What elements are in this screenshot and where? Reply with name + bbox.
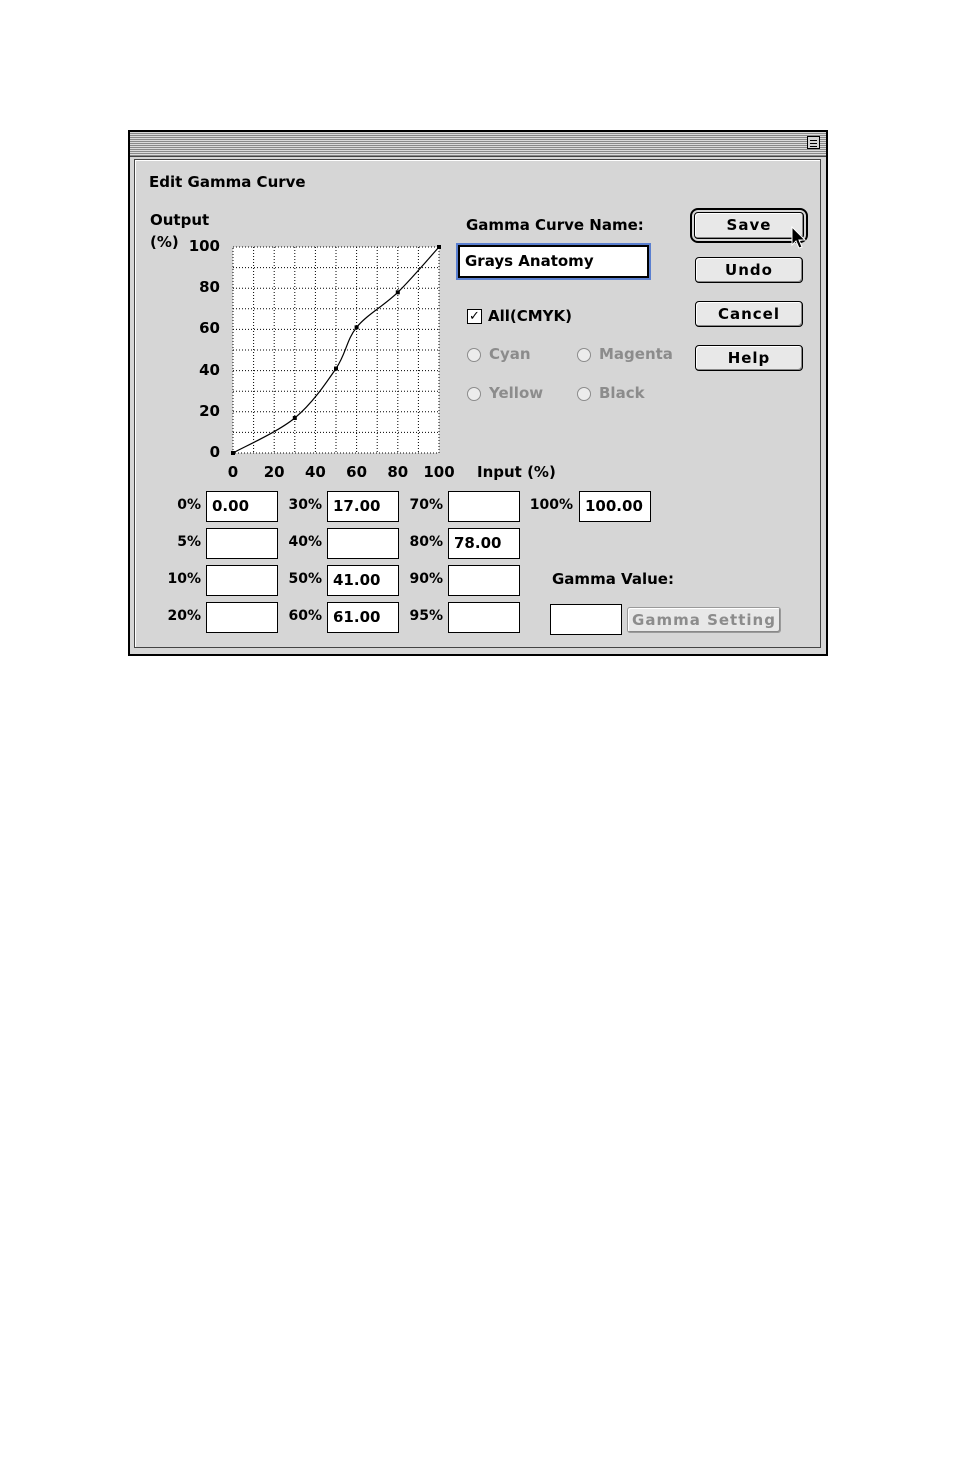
gamma-point-input[interactable]: 61.00 bbox=[327, 602, 399, 633]
gamma-curve-name-label: Gamma Curve Name: bbox=[466, 216, 644, 234]
gamma-point-input[interactable]: 17.00 bbox=[327, 491, 399, 522]
gamma-value-input[interactable] bbox=[550, 604, 622, 635]
y-tick-label: 40 bbox=[199, 360, 220, 379]
yellow-radio[interactable] bbox=[467, 387, 481, 401]
black-radio[interactable] bbox=[577, 387, 591, 401]
x-axis-label: Input (%) bbox=[477, 463, 556, 481]
x-tick-label: 100 bbox=[423, 463, 455, 481]
gamma-value-label: Gamma Value: bbox=[552, 570, 674, 588]
all-cmyk-label: All(CMYK) bbox=[488, 307, 573, 325]
cyan-label: Cyan bbox=[489, 345, 531, 363]
cancel-button[interactable]: Cancel bbox=[695, 301, 803, 327]
all-cmyk-checkbox[interactable]: ✓ bbox=[467, 309, 482, 324]
save-button[interactable]: Save bbox=[694, 212, 804, 239]
dialog-title: Edit Gamma Curve bbox=[149, 173, 306, 191]
gamma-point-input[interactable]: 0.00 bbox=[206, 491, 278, 522]
curve-control-point[interactable] bbox=[334, 367, 338, 371]
y-axis-label: Output bbox=[150, 211, 210, 229]
title-bar[interactable] bbox=[130, 132, 826, 157]
percent-label: 100% bbox=[529, 497, 573, 513]
gamma-point-input[interactable] bbox=[448, 565, 520, 596]
x-tick-label: 20 bbox=[263, 463, 285, 481]
gamma-point-input[interactable]: 100.00 bbox=[579, 491, 651, 522]
percent-label: 40% bbox=[288, 534, 322, 550]
mouse-cursor-icon bbox=[791, 226, 807, 250]
gamma-curve-plot[interactable] bbox=[228, 242, 444, 458]
percent-label: 20% bbox=[167, 608, 201, 624]
percent-label: 95% bbox=[409, 608, 443, 624]
y-tick-label: 100 bbox=[188, 237, 220, 255]
curve-control-point[interactable] bbox=[396, 290, 400, 294]
percent-label: 90% bbox=[409, 571, 443, 587]
yellow-label: Yellow bbox=[489, 384, 544, 402]
gamma-point-input[interactable] bbox=[448, 491, 520, 522]
percent-label: 0% bbox=[177, 497, 201, 513]
magenta-label: Magenta bbox=[599, 345, 673, 363]
percent-label: 60% bbox=[288, 608, 322, 624]
help-button[interactable]: Help bbox=[695, 345, 803, 371]
percent-label: 70% bbox=[409, 497, 443, 513]
x-tick-label: 0 bbox=[227, 463, 239, 481]
gamma-point-input[interactable] bbox=[448, 602, 520, 633]
percent-label: 80% bbox=[409, 534, 443, 550]
undo-button[interactable]: Undo bbox=[695, 257, 803, 283]
percent-label: 10% bbox=[167, 571, 201, 587]
gamma-point-input[interactable]: 78.00 bbox=[448, 528, 520, 559]
gamma-curve-name-input[interactable]: Grays Anatomy bbox=[458, 245, 649, 278]
x-tick-label: 80 bbox=[387, 463, 409, 481]
cyan-radio[interactable] bbox=[467, 348, 481, 362]
y-tick-label: 80 bbox=[199, 278, 220, 297]
y-tick-label: 0 bbox=[209, 443, 220, 461]
gamma-setting-button[interactable]: Gamma Setting bbox=[627, 607, 781, 633]
collapse-box-icon[interactable] bbox=[807, 136, 820, 149]
y-tick-label: 60 bbox=[199, 319, 220, 338]
curve-control-point[interactable] bbox=[437, 245, 441, 249]
y-tick-label: 20 bbox=[199, 401, 220, 420]
curve-control-point[interactable] bbox=[231, 451, 235, 455]
magenta-radio[interactable] bbox=[577, 348, 591, 362]
x-tick-label: 40 bbox=[304, 463, 326, 481]
percent-label: 5% bbox=[177, 534, 201, 550]
percent-label: 50% bbox=[288, 571, 322, 587]
curve-control-point[interactable] bbox=[355, 325, 359, 329]
gamma-point-input[interactable]: 41.00 bbox=[327, 565, 399, 596]
percent-label: 30% bbox=[288, 497, 322, 513]
y-axis-unit: (%) bbox=[150, 233, 179, 251]
x-tick-label: 60 bbox=[346, 463, 368, 481]
black-label: Black bbox=[599, 384, 645, 402]
curve-control-point[interactable] bbox=[293, 416, 297, 420]
